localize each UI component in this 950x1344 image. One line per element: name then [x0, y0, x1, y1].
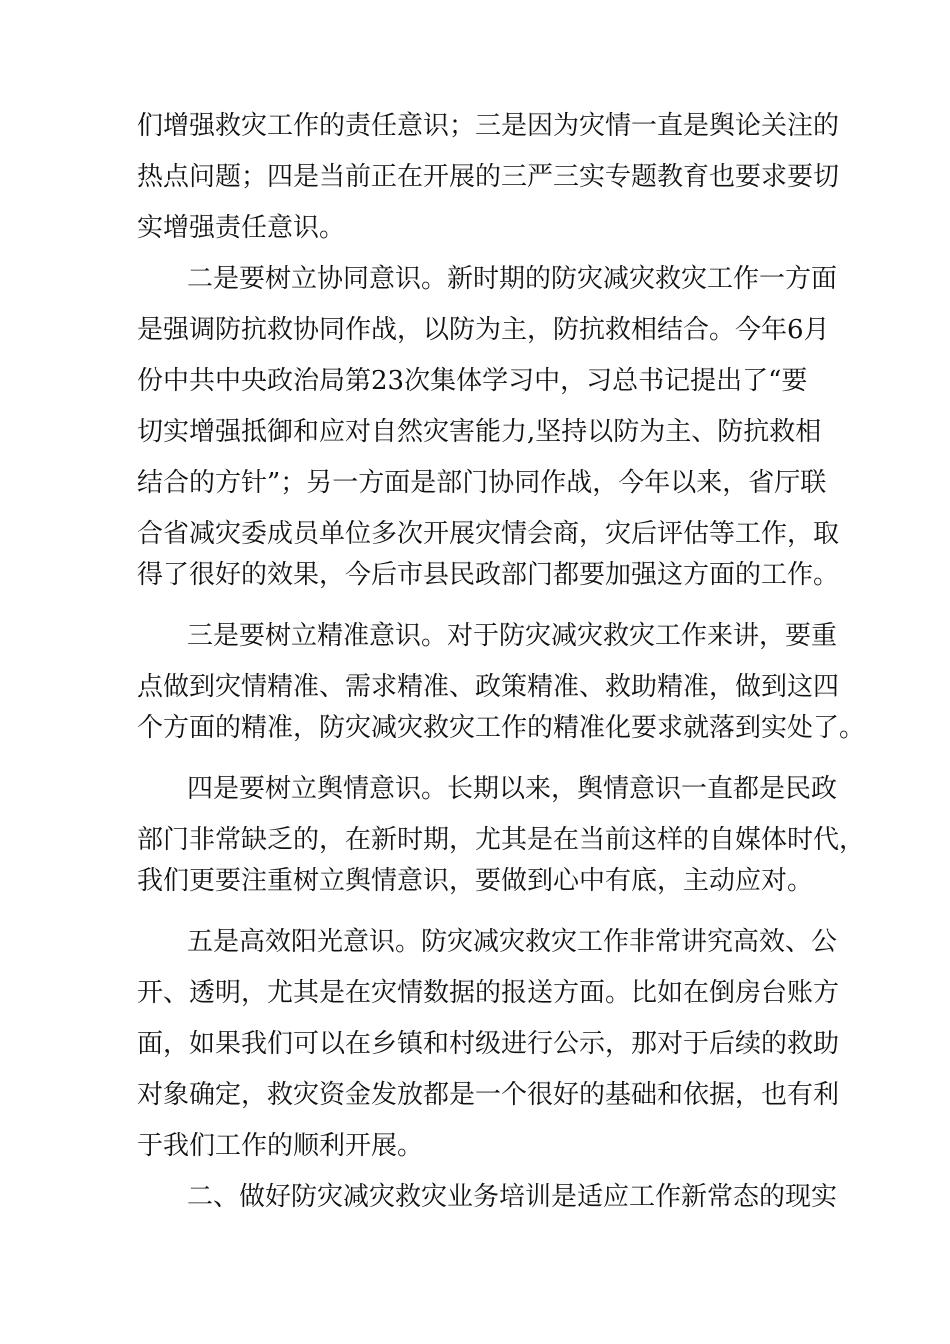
- text-line-15: 部门非常缺乏的，在新时期，尤其是在当前这样的自媒体时代，: [137, 825, 866, 855]
- text-line-13: 个方面的精准，防灾减灾救灾工作的精准化要求就落到实处了。: [137, 713, 866, 743]
- text-line-4: 二是要树立协同意识。新时期的防灾减灾救灾工作一方面: [187, 264, 838, 294]
- text-line-1: 们增强救灾工作的责任意识；三是因为灾情一直是舆论关注的: [137, 111, 840, 141]
- text-line-16: 我们更要注重树立舆情意识，要做到心中有底，主动应对。: [137, 866, 814, 896]
- text-line-5: 是强调防抗救协同作战，以防为主，防抗救相结合。今年6月: [137, 315, 830, 345]
- text-line-12: 点做到灾情精准、需求精准、政策精准、救助精准，做到这四: [137, 672, 840, 702]
- text-line-19: 面，如果我们可以在乡镇和村级进行公示，那对于后续的救助: [137, 1029, 840, 1059]
- text-line-21: 于我们工作的顺利开展。: [137, 1131, 424, 1161]
- text-line-10: 得了很好的效果，今后市县民政部门都要加强这方面的工作。: [137, 560, 840, 590]
- text-line-8: 结合的方针”；另一方面是部门协同作战，今年以来，省厅联: [137, 468, 827, 498]
- text-line-9: 合省减灾委成员单位多次开展灾情会商，灾后评估等工作，取: [137, 519, 840, 549]
- text-line-22: 二、做好防灾减灾救灾业务培训是适应工作新常态的现实: [187, 1182, 838, 1212]
- text-line-17: 五是高效阳光意识。防灾减灾救灾工作非常讲究高效、公: [187, 927, 838, 957]
- text-line-3: 实增强责任意识。: [137, 213, 346, 243]
- text-line-11: 三是要树立精准意识。对于防灾减灾救灾工作来讲，要重: [187, 621, 838, 651]
- text-line-2: 热点问题；四是当前正在开展的三严三实专题教育也要求要切: [137, 162, 840, 192]
- text-line-7: 切实增强抵御和应对自然灾害能力,坚持以防为主、防抗救相: [137, 417, 822, 447]
- text-line-20: 对象确定，救灾资金发放都是一个很好的基础和依据，也有利: [137, 1080, 840, 1110]
- text-line-14: 四是要树立舆情意识。长期以来，舆情意识一直都是民政: [187, 774, 838, 804]
- text-line-6: 份中共中央政治局第23次集体学习中，习总书记提出了“要: [137, 366, 808, 396]
- text-line-18: 开、透明，尤其是在灾情数据的报送方面。比如在倒房台账方: [137, 978, 840, 1008]
